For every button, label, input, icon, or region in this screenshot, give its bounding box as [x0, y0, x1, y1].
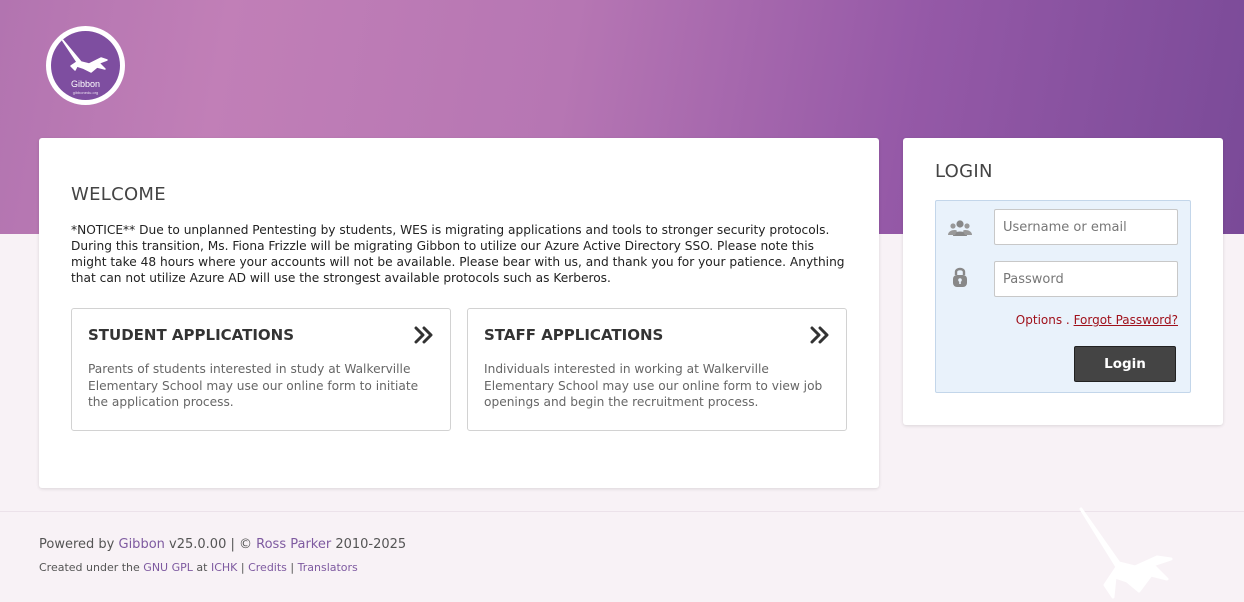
forgot-password-link[interactable]: Forgot Password? [1073, 313, 1178, 327]
staff-applications-title[interactable]: STAFF APPLICATIONS [484, 326, 664, 344]
users-icon [948, 218, 972, 238]
gibbon-watermark-icon [1075, 505, 1205, 602]
welcome-title: WELCOME [71, 184, 166, 205]
notice-text: *NOTICE** Due to unplanned Pentesting by students, WES is migrating applications and tools to stronger security protocols. During this transition, Ms. Fiona Frizzle will be migrating Gibbon to utilize our Azure Active Directory SSO. Please note this might take 48 hours where your accounts will not be available. Please bear with us, and thank you for your patience. Anything that can not utilize Azure AD will use the strongest available protocols such as Kerberos. [71, 223, 845, 285]
separator: | [290, 561, 295, 574]
version-text: v25.0.00 | © [169, 537, 252, 552]
separator: | [240, 561, 245, 574]
gibbon-link[interactable]: Gibbon [118, 537, 165, 552]
staff-applications-description: Individuals interested in working at Walkerville Elementary School may use our online form to view job openings and begin the recruitment process. [484, 362, 823, 409]
credits-link[interactable]: Credits [248, 561, 287, 574]
student-applications-title[interactable]: STUDENT APPLICATIONS [88, 326, 295, 344]
ichk-link[interactable]: ICHK [210, 561, 238, 574]
translators-link[interactable]: Translators [297, 561, 358, 574]
at-text: at [196, 561, 208, 574]
logo-text: Gibbon [70, 79, 101, 89]
double-chevron-right-icon[interactable] [810, 326, 830, 344]
padlock-icon [948, 267, 972, 287]
logo-badge [51, 31, 120, 100]
login-form [935, 200, 1191, 393]
gibbon-logo[interactable] [46, 26, 125, 105]
gibbon-figure-icon [55, 36, 115, 80]
footer-credits [39, 561, 358, 574]
student-applications-card[interactable] [71, 308, 451, 431]
login-button[interactable]: Login [1074, 346, 1176, 382]
options-separator: . [1062, 313, 1074, 327]
login-title: LOGIN [935, 161, 993, 182]
ross-parker-link[interactable]: Ross Parker [256, 537, 332, 552]
staff-applications-card[interactable] [467, 308, 847, 431]
created-under-text: Created under the [39, 561, 140, 574]
options-link[interactable]: Options [1015, 313, 1063, 327]
footer-divider [0, 511, 1244, 512]
password-input[interactable] [994, 261, 1178, 297]
footer-powered-by [39, 537, 406, 552]
student-applications-description: Parents of students interested in study at Walkerville Elementary School may use our online form to initiate the application process. [88, 362, 419, 409]
welcome-panel [39, 138, 879, 488]
gnu-gpl-link[interactable]: GNU GPL [143, 561, 193, 574]
logo-subtext: gibbonedu.org [72, 90, 99, 95]
login-options [1016, 313, 1178, 327]
double-chevron-right-icon[interactable] [414, 326, 434, 344]
login-panel [903, 138, 1223, 425]
username-input[interactable] [994, 209, 1178, 245]
powered-by-text: Powered by [39, 537, 115, 552]
years-text: 2010-2025 [335, 537, 407, 552]
